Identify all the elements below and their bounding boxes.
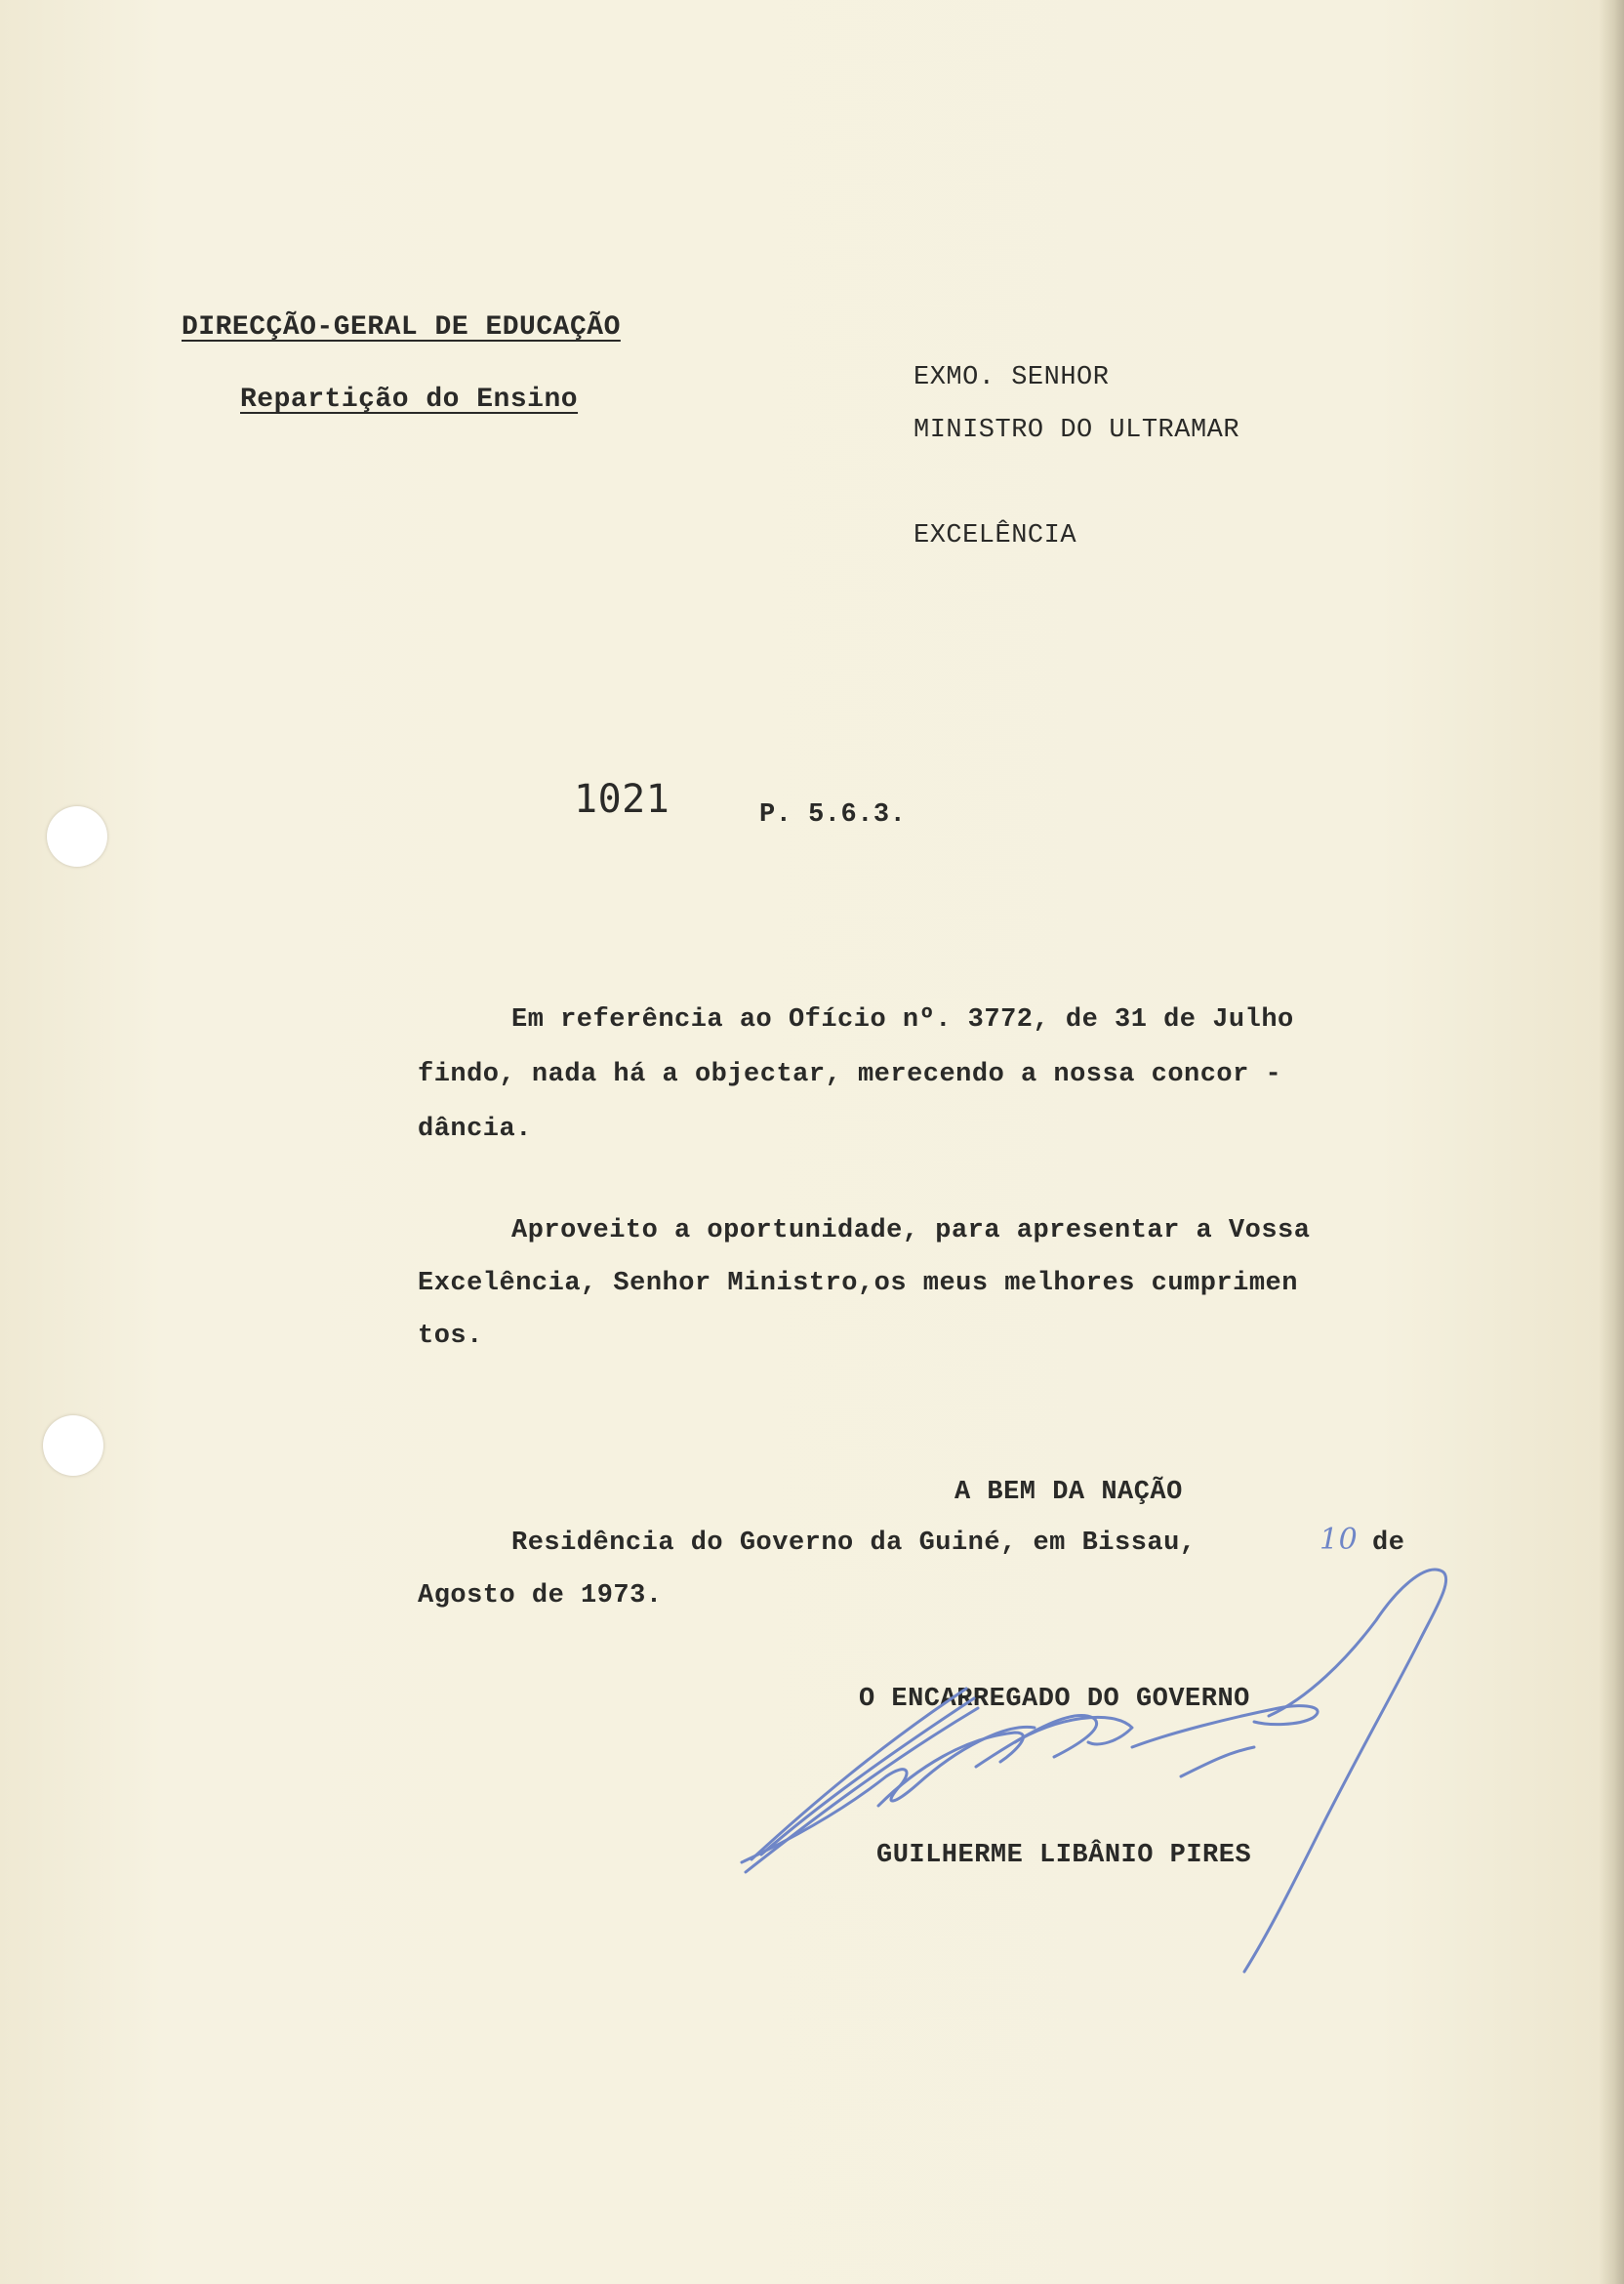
punch-hole — [47, 806, 107, 867]
body-paragraph-2-line-1: Aproveito a oportunidade, para apresentar a Vossa — [511, 1216, 1311, 1245]
signatory-name: GUILHERME LIBÂNIO PIRES — [876, 1841, 1252, 1870]
department-heading: DIRECÇÃO-GERAL DE EDUCAÇÃO — [182, 312, 621, 343]
signatory-title: O ENCARREGADO DO GOVERNO — [859, 1685, 1250, 1714]
handwritten-signature — [722, 1562, 1464, 1981]
closing-place-line-1: Residência do Governo da Guiné, em Bissau, — [511, 1529, 1197, 1558]
body-paragraph-1-line-2: findo, nada há a objectar, merecendo a nossa concor - — [418, 1060, 1282, 1089]
salutation: EXCELÊNCIA — [914, 521, 1077, 551]
closing-place-line-2: Agosto de 1973. — [418, 1581, 663, 1611]
body-paragraph-2-line-3: tos. — [418, 1322, 483, 1351]
addressee-line-1: EXMO. SENHOR — [914, 363, 1110, 392]
process-code: P. 5.6.3. — [759, 800, 907, 830]
addressee-line-2: MINISTRO DO ULTRAMAR — [914, 416, 1240, 445]
closing-place-line-1-end: de — [1372, 1529, 1405, 1558]
body-paragraph-1-line-3: dância. — [418, 1115, 532, 1144]
body-paragraph-1-line-1: Em referência ao Ofício nº. 3772, de 31 de Julho — [511, 1005, 1294, 1035]
closing-motto: A BEM DA NAÇÃO — [954, 1478, 1183, 1507]
page-edge-shadow — [1599, 0, 1624, 2284]
reference-number: 1021 — [574, 777, 670, 822]
body-paragraph-2-line-2: Excelência, Senhor Ministro,os meus melhores cumprimen — [418, 1269, 1298, 1298]
section-heading: Repartição do Ensino — [240, 385, 579, 415]
handwritten-day: 10 — [1320, 1523, 1359, 1557]
punch-hole — [43, 1415, 103, 1476]
